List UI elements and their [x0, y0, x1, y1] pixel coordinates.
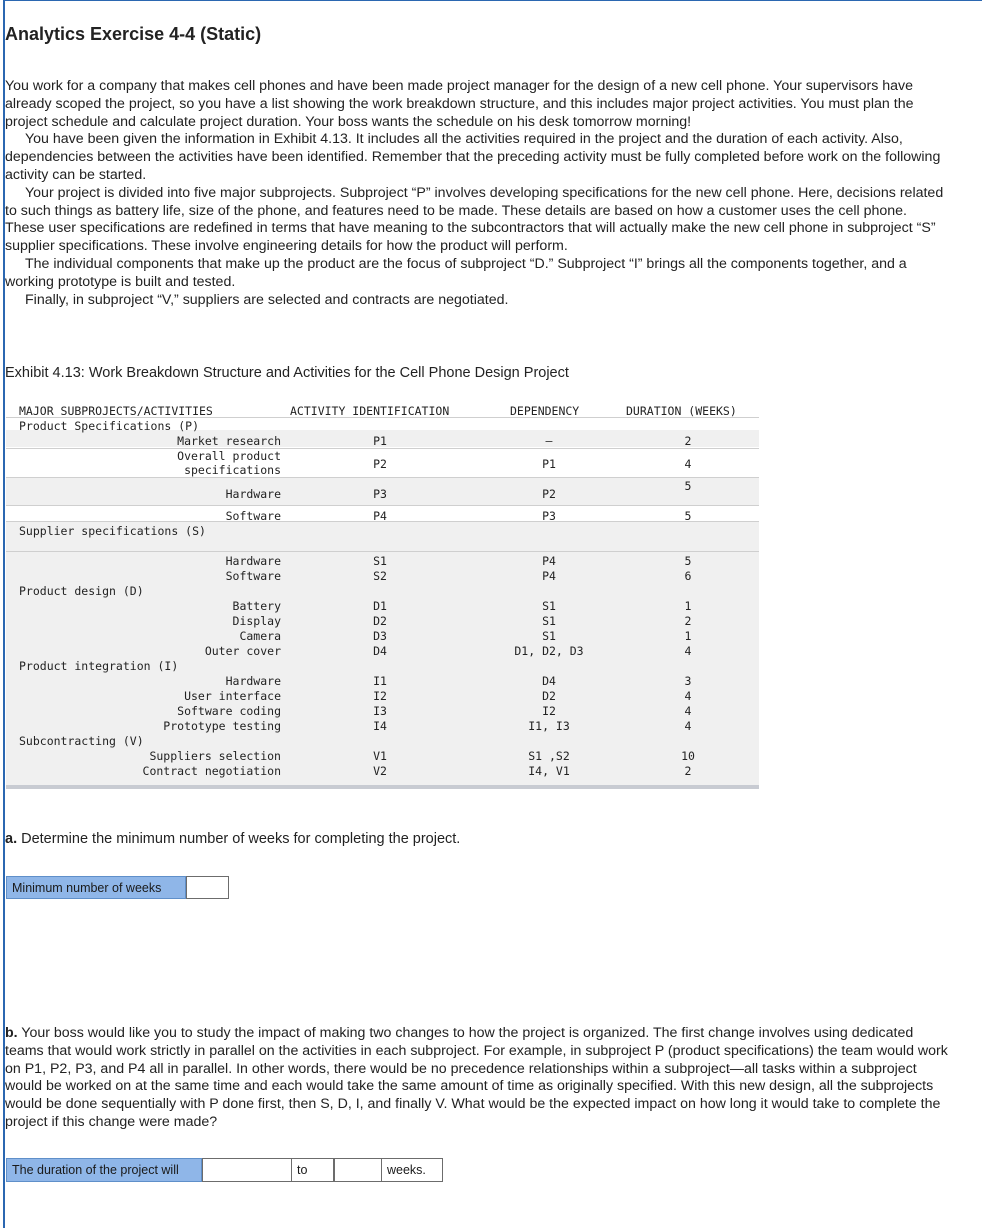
activity-duration: 4 — [684, 644, 692, 658]
subproject-heading: Supplier specifications (S) — [19, 524, 206, 538]
weeks-label: weeks. — [382, 1158, 443, 1182]
activity-name: Outer cover — [204, 644, 281, 658]
activity-id: S1 — [373, 554, 387, 568]
activity-duration: 6 — [684, 569, 692, 583]
activity-id: D3 — [373, 629, 387, 643]
activity-id: S2 — [373, 569, 387, 583]
activity-name: Software coding — [177, 704, 281, 718]
subproject-heading: Product Specifications (P) — [19, 419, 200, 433]
duration-change-input[interactable] — [202, 1158, 292, 1182]
answer-a-row — [6, 876, 229, 899]
activity-id: P4 — [373, 509, 387, 523]
activity-dependency: D4 — [542, 674, 556, 688]
question-text: Your boss would like you to study the impact of making two changes to how the project is organized. The first change involves using dedicated teams that would work strictly in parallel on the activities in each subproject. For example, in subproject P (product specifications) the team would work on P1, P2, P3, and P4 all in parallel. In other words, there would be no precedence relationships within a subproject—all tasks within a subproject would be worked on at the same time and each would take the same amount of time as originally specified. With this new design, all the subprojects would be done sequentially with P done first, then S, D, I, and finally V. What would be the expected impact on how long it would take to complete the project if this change were made? — [5, 1025, 948, 1130]
row-divider — [6, 448, 759, 449]
page-title: Analytics Exercise 4-4 (Static) — [5, 24, 262, 44]
activity-duration: 4 — [684, 719, 692, 733]
wbs-table — [6, 399, 759, 790]
activity-name: Market research — [177, 434, 281, 448]
activity-dependency: S1 — [542, 614, 556, 628]
activity-id: P3 — [373, 487, 387, 501]
row-divider — [6, 505, 759, 506]
activity-dependency: P4 — [542, 569, 556, 583]
activity-id: I4 — [373, 719, 387, 733]
activity-id: I3 — [373, 704, 387, 718]
intro-text — [5, 78, 950, 309]
activity-duration: 4 — [684, 704, 692, 718]
activity-duration: 2 — [684, 614, 692, 628]
answer-a-label: Minimum number of weeks — [6, 876, 186, 899]
activity-dependency: D1, D2, D3 — [514, 644, 584, 658]
to-label: to — [292, 1158, 334, 1182]
header-duration: DURATION (WEEKS) — [626, 404, 737, 418]
table-bottom-rule — [6, 785, 759, 789]
activity-duration: 2 — [684, 434, 692, 448]
activity-name: Battery — [232, 599, 281, 613]
activity-name: Overall product — [177, 449, 281, 463]
activity-name: Software — [225, 569, 281, 583]
activity-duration: 10 — [681, 749, 695, 763]
activity-dependency: I4, V1 — [528, 764, 570, 778]
subproject-heading: Product integration (I) — [19, 659, 179, 673]
activity-name: User interface — [184, 689, 281, 703]
answer-b-label: The duration of the project will — [6, 1158, 202, 1182]
row-divider — [6, 477, 759, 478]
header-id: ACTIVITY IDENTIFICATION — [290, 404, 450, 418]
question-letter: a. — [5, 831, 18, 847]
activity-dependency: I2 — [542, 704, 556, 718]
intro-paragraph: You have been given the information in Exhibit 4.13. It includes all the activities required in the project and the duration of each activity. Also, dependencies between the activities have been identified. Remember that the preceding activity must be fully completed before work on the following activity can be started. — [5, 131, 941, 183]
activity-name: Suppliers selection — [149, 749, 281, 763]
intro-paragraph: The individual components that make up the product are the focus of subproject “D.” Subproject “I” brings all the components together, and a working prototype is built and tested. — [5, 255, 907, 290]
intro-paragraph: Your project is divided into five major subprojects. Subproject “P” involves developing specifications for the new cell phone. Here, decisions related to such things as battery life, size of the phone, and features need to be made. These details are based on how a customer uses the cell phone. These user specifications are redefined in terms that have meaning to the subcontractors that will actually make the new cell phone in subproject “S” supplier specifications. These involve engineering details for how the product will perform. — [5, 184, 944, 255]
activity-dependency: D2 — [542, 689, 556, 703]
activity-id: P1 — [373, 434, 387, 448]
activity-name: Camera — [239, 629, 281, 643]
activity-duration: 5 — [684, 509, 692, 523]
activity-dependency: P4 — [542, 554, 556, 568]
activity-id: D1 — [373, 599, 387, 613]
activity-dependency: S1 — [542, 629, 556, 643]
minimum-weeks-input[interactable] — [186, 876, 229, 899]
activity-id: V1 — [373, 749, 387, 763]
activity-name: Prototype testing — [163, 719, 281, 733]
activity-dependency: S1 — [542, 599, 556, 613]
activity-duration: 2 — [684, 764, 692, 778]
activity-id: D2 — [373, 614, 387, 628]
intro-paragraph: You work for a company that makes cell phones and have been made project manager for the design of a new cell phone. Your supervisors have already scoped the project, so you have a list showing the work breakdown structure, and this includes major project activities. You must plan the project schedule and calculate project duration. Your boss wants the schedule on his desk tomorrow morning! — [5, 78, 914, 130]
exhibit-caption: Exhibit 4.13: Work Breakdown Structure and Activities for the Cell Phone Design Project — [5, 365, 569, 381]
activity-name: Display — [232, 614, 281, 628]
activity-name: Hardware — [225, 554, 281, 568]
activity-duration: 5 — [684, 554, 692, 568]
activity-duration: 4 — [684, 457, 692, 471]
activity-dependency: — — [545, 434, 553, 448]
activity-dependency: P2 — [542, 487, 556, 501]
activity-duration: 4 — [684, 689, 692, 703]
activity-id: V2 — [373, 764, 387, 778]
activity-id: P2 — [373, 457, 387, 471]
question-a — [5, 831, 460, 847]
question-letter: b. — [5, 1025, 18, 1041]
subproject-heading: Product design (D) — [19, 584, 144, 598]
question-text: Determine the minimum number of weeks for completing the project. — [17, 831, 461, 847]
activity-id: D4 — [373, 644, 387, 658]
activity-dependency: P1 — [542, 457, 556, 471]
activity-duration: 3 — [684, 674, 692, 688]
activity-id: I1 — [373, 674, 387, 688]
activity-duration: 1 — [684, 599, 692, 613]
activity-dependency: P3 — [542, 509, 556, 523]
activity-name: Software — [225, 509, 281, 523]
activity-dependency: S1 ,S2 — [528, 749, 570, 763]
activity-name: Hardware — [225, 487, 281, 501]
header-dependency: DEPENDENCY — [510, 404, 580, 418]
activity-id: I2 — [373, 689, 387, 703]
activity-name-continued: specifications — [184, 463, 281, 477]
subproject-heading: Subcontracting (V) — [19, 734, 144, 748]
activity-dependency: I1, I3 — [528, 719, 570, 733]
header-activity: MAJOR SUBPROJECTS/ACTIVITIES — [19, 404, 213, 418]
intro-paragraph: Finally, in subproject “V,” suppliers are selected and contracts are negotiated. — [25, 291, 509, 308]
answer-b-row — [6, 1158, 443, 1182]
activity-name: Contract negotiation — [142, 764, 281, 778]
activity-duration: 5 — [684, 479, 692, 493]
question-b — [5, 1025, 950, 1132]
row-divider — [6, 551, 759, 552]
activity-name: Hardware — [225, 674, 281, 688]
activity-duration: 1 — [684, 629, 692, 643]
weeks-input[interactable] — [334, 1158, 382, 1182]
